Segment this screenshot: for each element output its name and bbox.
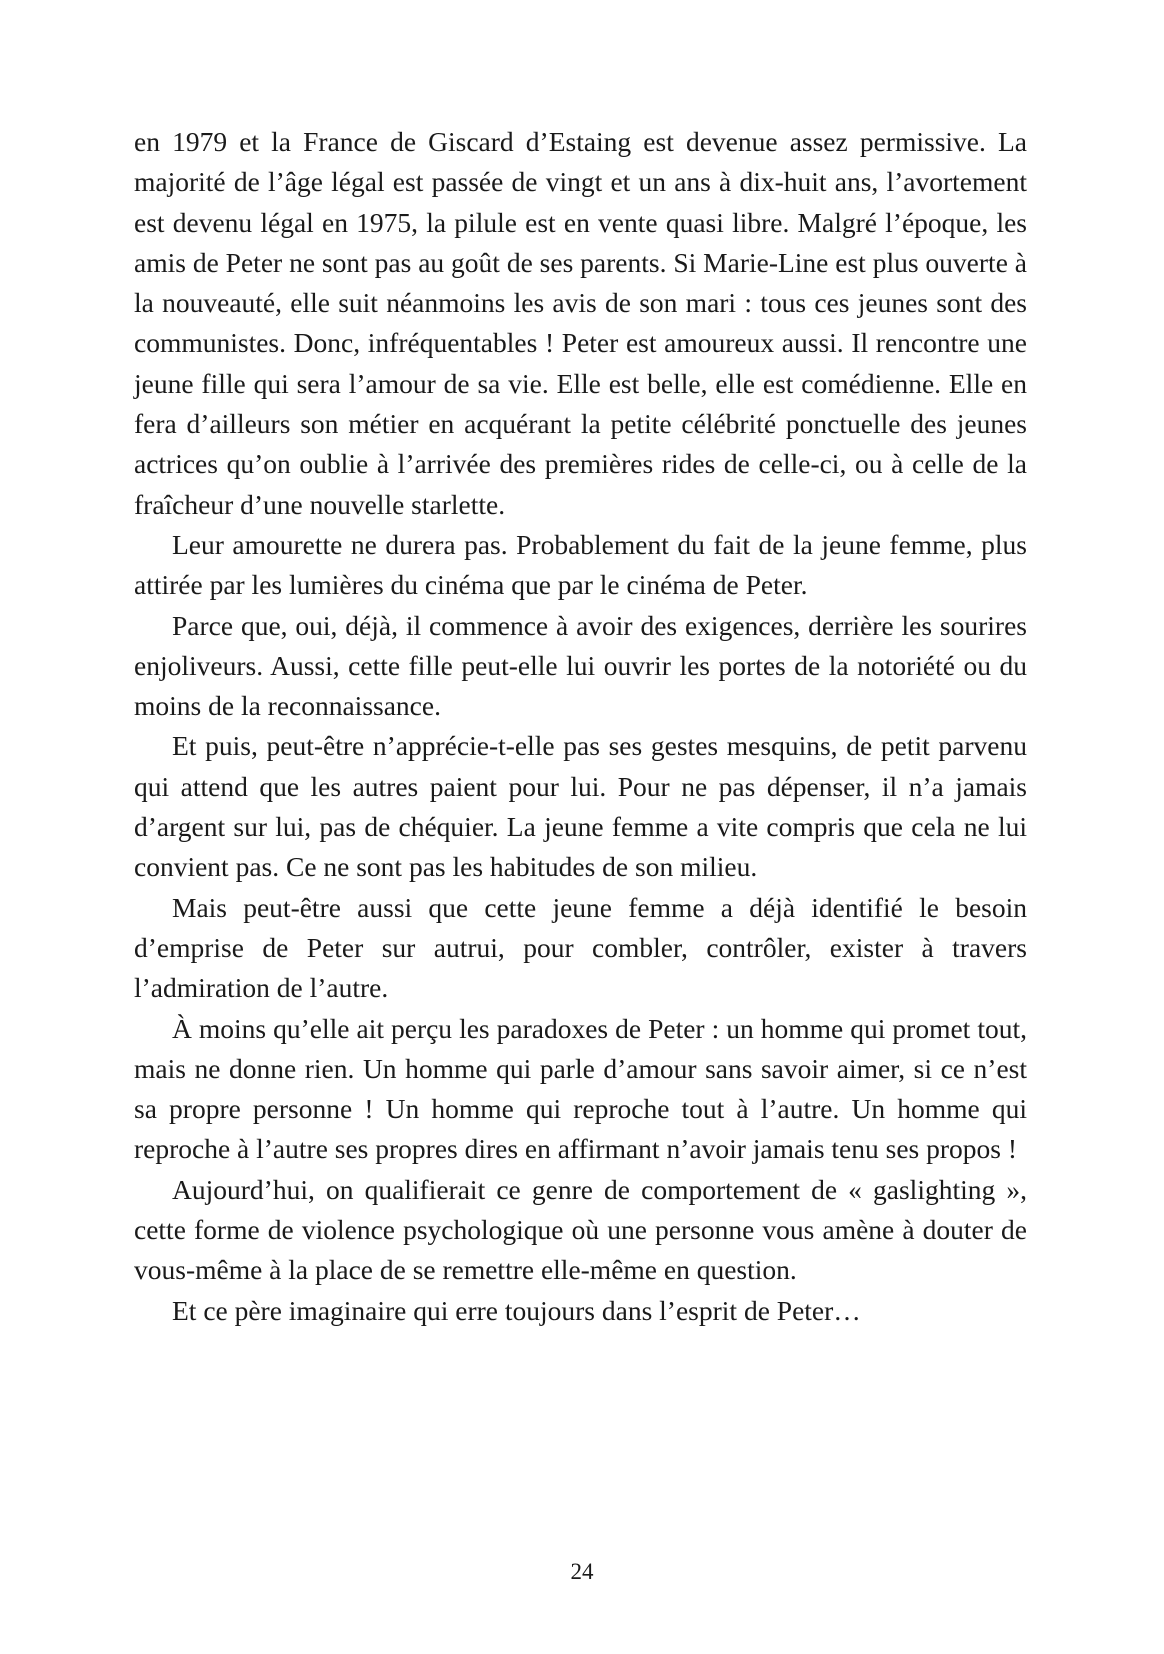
paragraph-7: Aujourd’hui, on qualifierait ce genre de comportement de « gaslighting », cette forme de violence psychologique où une personne vous amène à douter de vous-même à la place de se remettre elle-même en question. (134, 1173, 1027, 1286)
paragraph-3: Parce que, oui, déjà, il commence à avoir des exigences, derrière les sourires enjoliveurs. Aussi, cette fille peut-elle lui ouvrir les portes de la notoriété ou du moins de la reconnaissance. (134, 609, 1027, 722)
paragraph-2: Leur amourette ne durera pas. Probablement du fait de la jeune femme, plus attirée par les lumières du cinéma que par le cinéma de Peter. (134, 528, 1027, 601)
paragraph-1: en 1979 et la France de Giscard d’Estaing est devenue assez permissive. La majorité de l’âge légal est passée de vingt et un ans à dix-huit ans, l’avortement est devenu légal en 1975, la pilule est en vente quasi libre. Malgré l’époque, les amis de Peter ne sont pas au goût de ses parents. Si Marie-Line est plus ouverte à la nouveauté, elle suit néanmoins les avis de son mari : tous ces jeunes sont des communistes. Donc, infréquentables ! Peter est amoureux aussi. Il rencontre une jeune fille qui sera l’amour de sa vie. Elle est belle, elle est comédienne. Elle en fera d’ailleurs son métier en acquérant la petite célébrité ponctuelle des jeunes actrices qu’on oublie à l’arrivée des premières rides de celle-ci, ou à celle de la fraîcheur d’une nouvelle starlette. (134, 126, 1027, 520)
paragraph-6: À moins qu’elle ait perçu les paradoxes de Peter : un homme qui promet tout, mais ne donne rien. Un homme qui parle d’amour sans savoir aimer, si ce n’est sa propre personne ! Un homme qui reproche tout à l’autre. Un homme qui reproche à l’autre ses propres dires en affirmant n’avoir jamais tenu ses propos ! (134, 1012, 1027, 1165)
paragraph-8: Et ce père imaginaire qui erre toujours dans l’esprit de Peter… (172, 1294, 861, 1326)
page-number: 24 (570, 1559, 594, 1584)
paragraph-5: Mais peut-être aussi que cette jeune femme a déjà identifié le besoin d’emprise de Peter sur autrui, pour combler, contrôler, exister à travers l’admiration de l’autre. (134, 891, 1027, 1004)
paragraph-4: Et puis, peut-être n’apprécie-t-elle pas ses gestes mesquins, de petit parvenu qui attend que les autres paient pour lui. Pour ne pas dépenser, il n’a jamais d’argent sur lui, pas de chéquier. La jeune femme a vite compris que cela ne lui convient pas. Ce ne sont pas les habitudes de son milieu. (134, 730, 1027, 883)
body-text (134, 122, 1027, 1331)
